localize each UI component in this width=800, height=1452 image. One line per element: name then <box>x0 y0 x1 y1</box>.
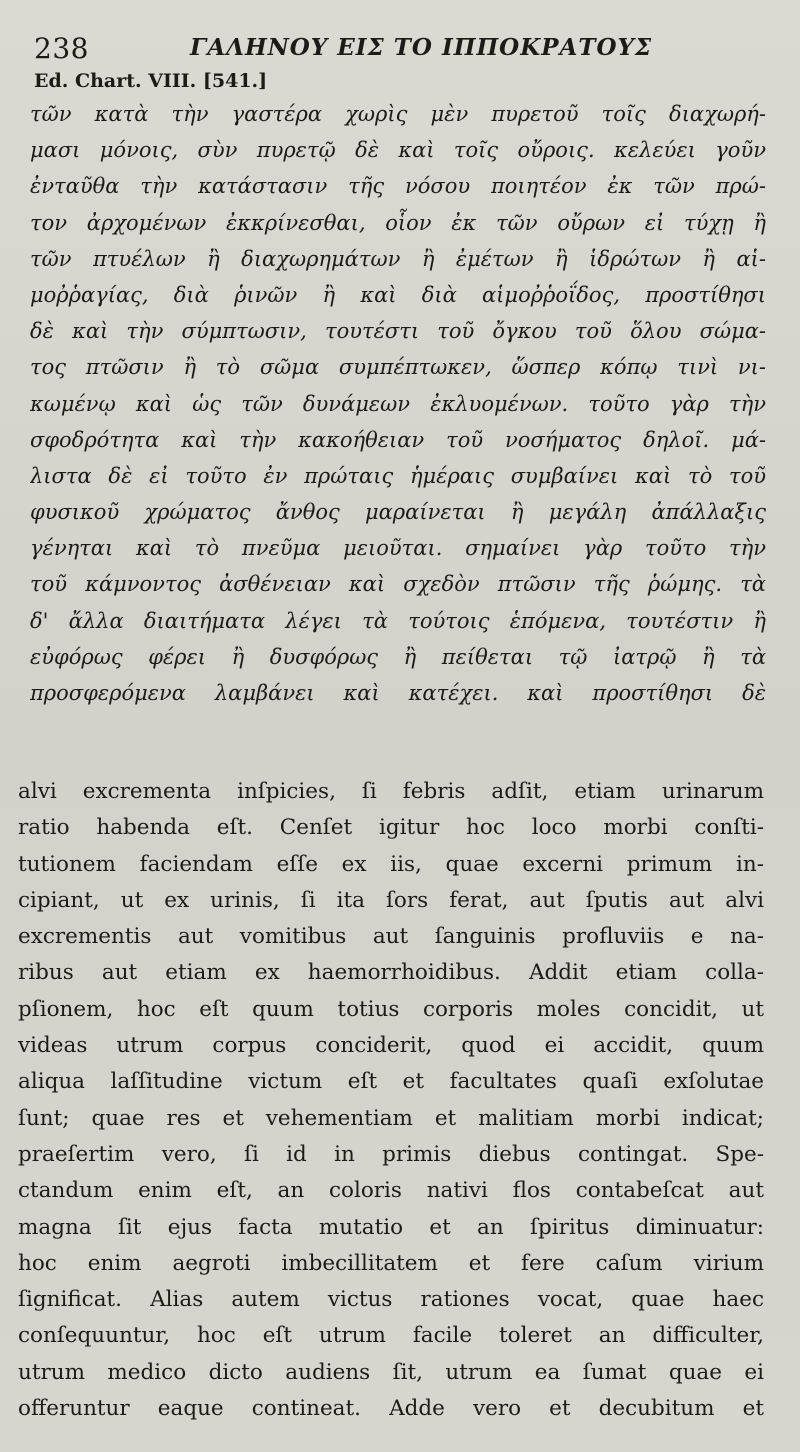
latin-text-block <box>18 774 764 1427</box>
greek-line: τοῦ κάμνοντος ἀσθένειαν καὶ σχεδὸν πτῶσιν τῆς ῥώμης. τὰ <box>30 572 766 597</box>
latin-line: excrementis aut vomitibus aut ſanguinis profluviis e na- <box>18 924 764 950</box>
latin-line: cipiant, ut ex urinis, ſi ita ſors ferat, aut ſputis aut alvi <box>18 887 764 913</box>
latin-line: aliqua laſſitudine victum eſt et facultates quaſi exſolutae <box>18 1069 764 1095</box>
latin-line: ratio habenda eſt. Cenſet igitur hoc loco morbi conſti- <box>18 815 764 841</box>
greek-line: τον ἀρχομένων ἐκκρίνεσθαι, οἷον ἐκ τῶν οὔρων εἰ τύχῃ ἢ <box>30 210 766 235</box>
greek-line: τος πτῶσιν ἢ τὸ σῶμα συμπέπτωκεν, ὥσπερ κόπῳ τινὶ νι- <box>30 355 766 380</box>
greek-line: εὐφόρως φέρει ἢ δυσφόρως ἢ πείθεται τῷ ἰατρῷ ἢ τὰ <box>30 644 766 669</box>
greek-line: γένηται καὶ τὸ πνεῦμα μειοῦται. σημαίνει γὰρ τοῦτο τὴν <box>30 536 766 561</box>
latin-line: magna ſit ejus facta mutatio et an ſpiritus diminuatur: <box>18 1214 764 1240</box>
latin-line: pſionem, hoc eſt quum totius corporis moles concidit, ut <box>18 996 764 1022</box>
latin-line: utrum medico dicto audiens ſit, utrum ea ſumat quae ei <box>18 1359 764 1385</box>
greek-line: κωμένῳ καὶ ὡς τῶν δυνάμεων ἐκλυομένων. τοῦτο γὰρ τὴν <box>30 391 766 416</box>
latin-line: tutionem faciendam eſſe ex iis, quae excerni primum in- <box>18 851 764 877</box>
latin-line: ſignificat. Alias autem victus rationes vocat, quae haec <box>18 1287 764 1313</box>
latin-line: hoc enim aegroti imbecillitatem et fere caſum virium <box>18 1250 764 1276</box>
latin-line: ribus aut etiam ex haemorrhoidibus. Addit etiam colla- <box>18 960 764 986</box>
greek-line: δὲ καὶ τὴν σύμπτωσιν, τουτέστι τοῦ ὄγκου τοῦ ὅλου σώμα- <box>30 319 766 344</box>
greek-line: λιστα δὲ εἰ τοῦτο ἐν πρώταις ἡμέραις συμβαίνει καὶ τὸ τοῦ <box>30 463 766 488</box>
greek-text-block <box>30 96 766 711</box>
running-title: ΓΑΛΗΝΟΥ ΕΙΣ ΤΟ ΙΠΠΟΚΡΑΤΟΥΣ <box>190 34 653 61</box>
greek-line: ἐνταῦθα τὴν κατάστασιν τῆς νόσου ποιητέον ἐκ τῶν πρώ- <box>30 174 766 199</box>
latin-line: ſunt; quae res et vehementiam et malitiam morbi indicat; <box>18 1105 764 1131</box>
edition-reference: Ed. Chart. VIII. [541.] <box>34 70 268 92</box>
greek-line: τῶν πτυέλων ἢ διαχωρημάτων ἢ ἐμέτων ἢ ἱδρώτων ἢ αἱ- <box>30 246 766 271</box>
latin-line: alvi excrementa inſpicies, ſi febris adſit, etiam urinarum <box>18 779 764 804</box>
greek-line: μοῤῥαγίας, διὰ ῥινῶν ἢ καὶ διὰ αἱμοῤῥοΐδος, προστίθησι <box>30 282 766 307</box>
page-number: 238 <box>34 32 89 65</box>
latin-line: offeruntur eaque contineat. Adde vero et decubitum et <box>18 1396 764 1422</box>
latin-line: videas utrum corpus conciderit, quod ei accidit, quum <box>18 1033 764 1059</box>
page-header <box>30 30 770 64</box>
greek-line: φυσικοῦ χρώματος ἄνθος μαραίνεται ἢ μεγάλη ἀπάλλαξις <box>30 500 766 525</box>
greek-line: σφοδρότητα καὶ τὴν κακοήθειαν τοῦ νοσήματος δηλοῖ. μά- <box>30 427 766 452</box>
greek-line: δ' ἄλλα διαιτήματα λέγει τὰ τούτοις ἑπόμενα, τουτέστιν ἢ <box>30 608 766 633</box>
greek-line: τῶν κατὰ τὴν γαστέρα χωρὶς μὲν πυρετοῦ τοῖς διαχωρή- <box>30 102 766 126</box>
latin-line: ctandum enim eſt, an coloris nativi flos contabeſcat aut <box>18 1178 764 1204</box>
latin-line: conſequuntur, hoc eſt utrum facile toleret an difficulter, <box>18 1323 764 1349</box>
greek-line: μασι μόνοις, σὺν πυρετῷ δὲ καὶ τοῖς οὔροις. κελεύει γοῦν <box>30 138 766 163</box>
greek-line: προσφερόμενα λαμβάνει καὶ κατέχει. καὶ προστίθησι δὲ <box>30 681 766 705</box>
latin-line: praeſertim vero, ſi id in primis diebus contingat. Spe- <box>18 1141 764 1167</box>
